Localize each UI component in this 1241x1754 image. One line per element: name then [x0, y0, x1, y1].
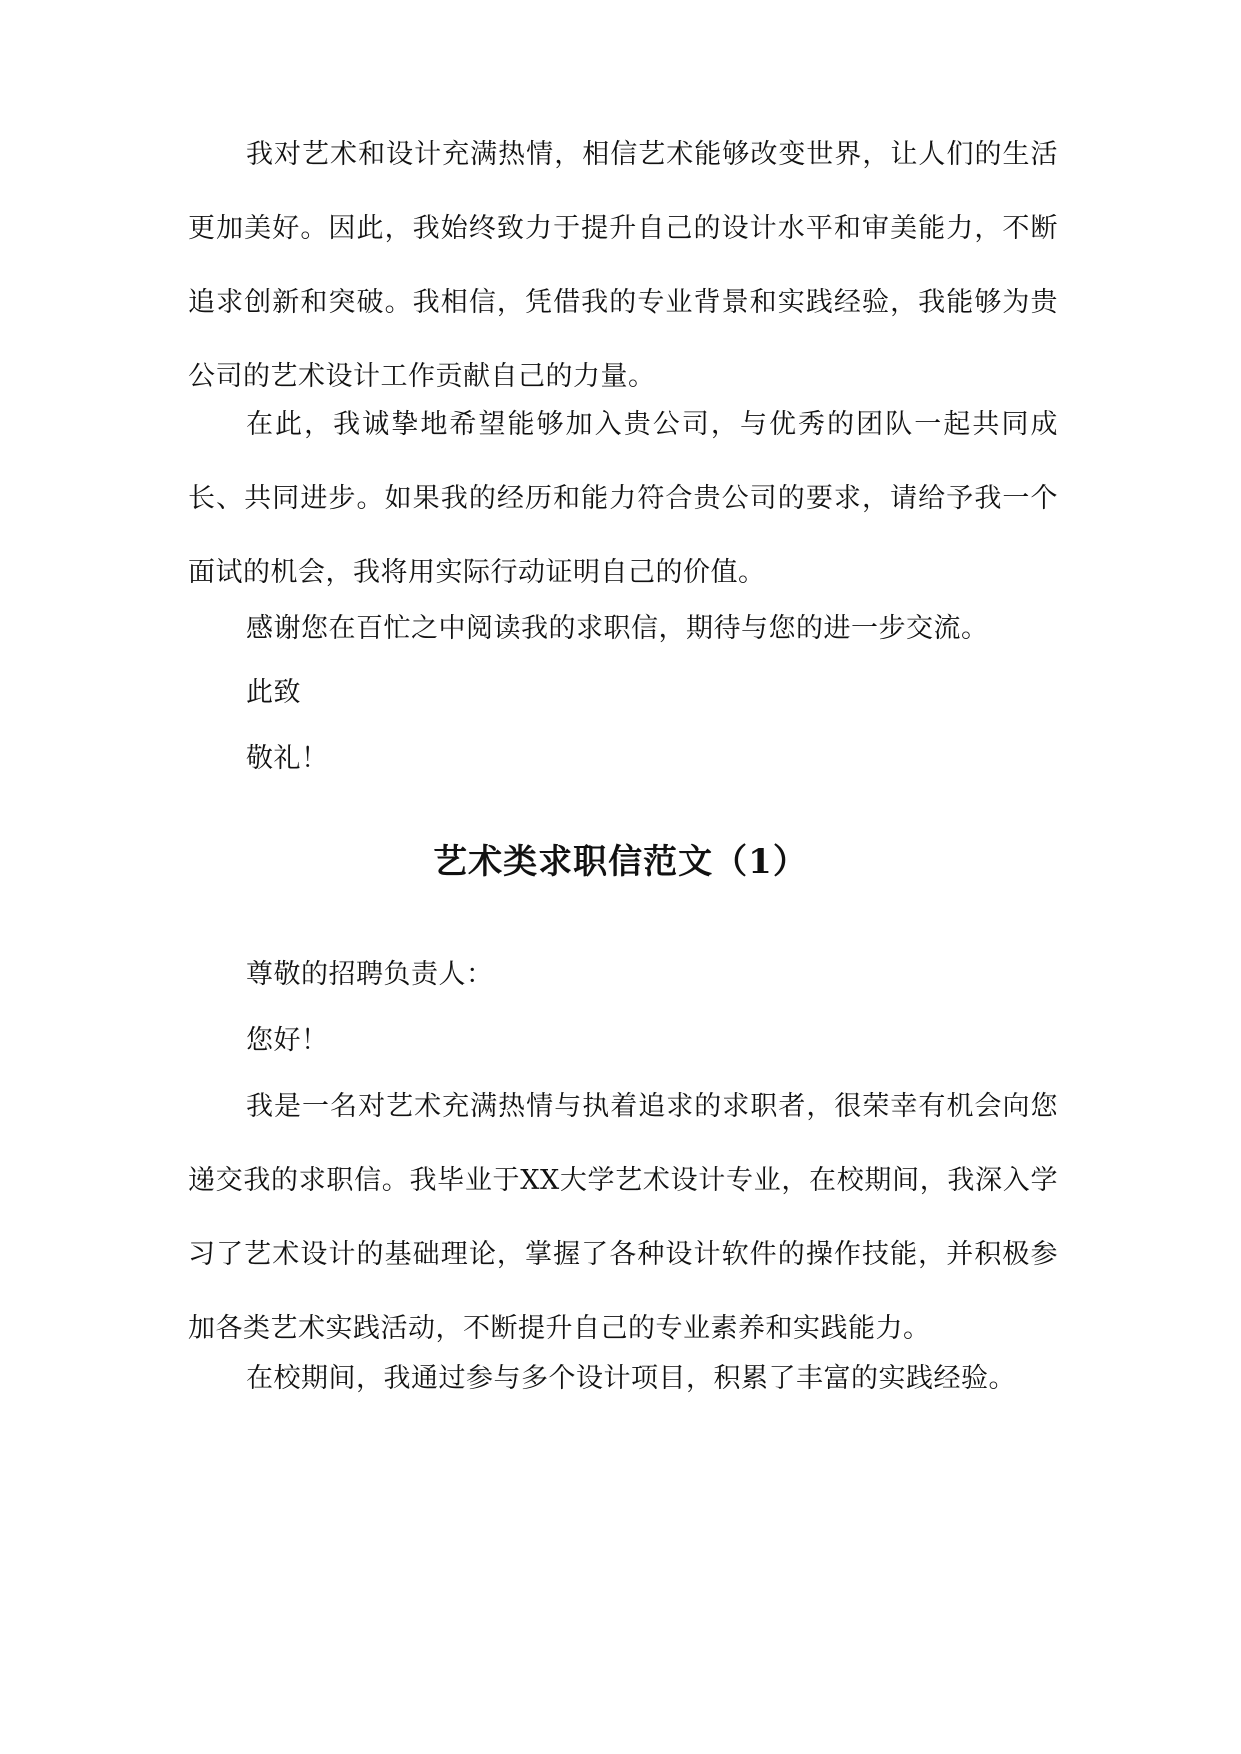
section-title: 艺术类求职信范文（1）: [433, 842, 808, 882]
closing-cizhi: 此致: [246, 677, 301, 708]
greeting: 您好！: [246, 1025, 329, 1056]
paragraph-passion: 我对艺术和设计充满热情，相信艺术能够改变世界，让人们的生活更加美好。因此，我始终致力于提升自己的设计水平和审美能力，不断追求创新和突破。我相信，凭借我的专业背景和实践经验，我能够为贵公司的艺术设计工作贡献自己的力量。: [188, 139, 1058, 392]
paragraph-thanks: 感谢您在百忙之中阅读我的求职信，期待与您的进一步交流。: [246, 613, 989, 644]
closing-jingli: 敬礼！: [246, 743, 329, 774]
salutation: 尊敬的招聘负责人：: [246, 959, 494, 990]
paragraph-introduction: 我是一名对艺术充满热情与执着追求的求职者，很荣幸有机会向您递交我的求职信。我毕业于XX大学艺术设计专业，在校期间，我深入学习了艺术设计的基础理论，掌握了各种设计软件的操作技能，并积极参加各类艺术实践活动，不断提升自己的专业素养和实践能力。: [188, 1091, 1058, 1344]
paragraph-hope-to-join: 在此，我诚挚地希望能够加入贵公司，与优秀的团队一起共同成长、共同进步。如果我的经历和能力符合贵公司的要求，请给予我一个面试的机会，我将用实际行动证明自己的价值。: [188, 409, 1058, 588]
paragraph-experience: 在校期间，我通过参与多个设计项目，积累了丰富的实践经验。: [246, 1363, 1016, 1394]
